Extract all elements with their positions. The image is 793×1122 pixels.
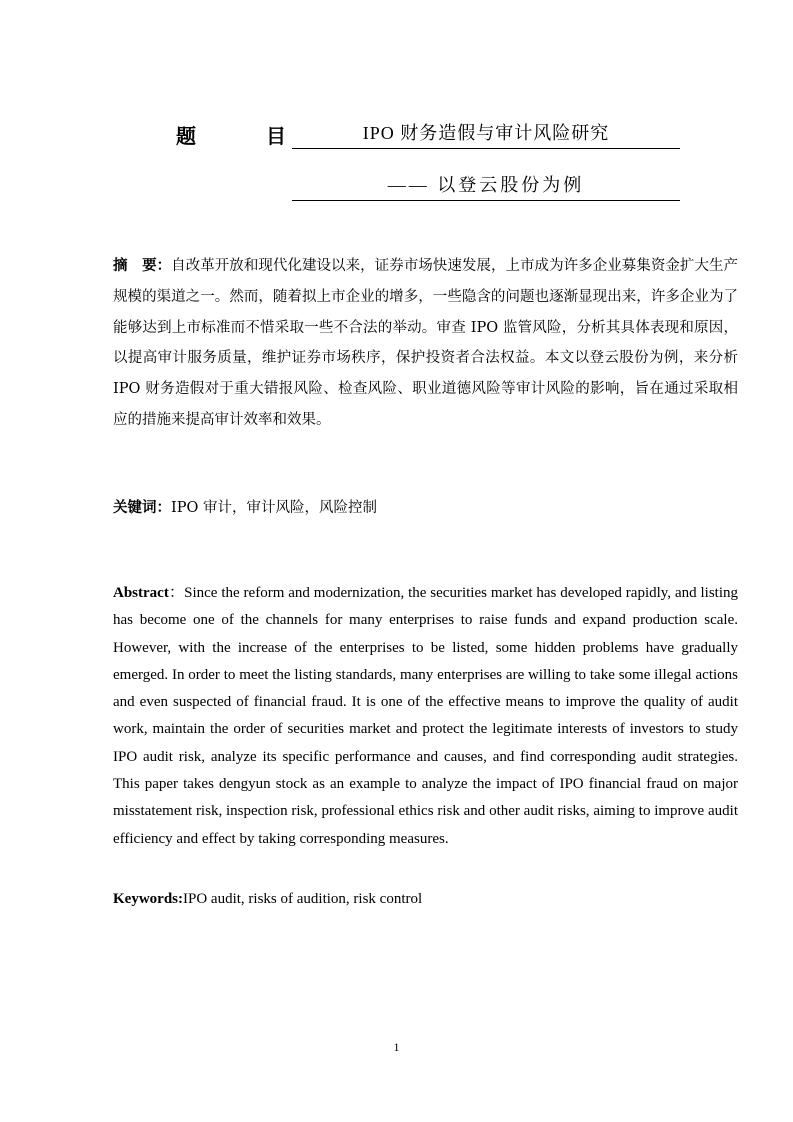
page-title: IPO 财务造假与审计风险研究: [292, 118, 680, 149]
page-subtitle: —— 以登云股份为例: [292, 170, 680, 201]
keywords-chinese: [113, 493, 738, 523]
abstract-chinese: [113, 251, 738, 436]
title-label-mu: 目: [266, 124, 286, 148]
title-label-ti: 题: [176, 124, 196, 148]
keywords-english-label: Keywords:: [113, 891, 183, 907]
abstract-english-separator: ：: [168, 585, 185, 601]
keywords-chinese-text: IPO 审计，审计风险，风险控制: [171, 500, 377, 516]
keywords-english-text: IPO audit, risks of audition, risk control: [183, 891, 423, 907]
abstract-english-text: Since the reform and modernization, the securities market has developed rapidly, and listing has become one of the channels for many enterprises to raise funds and expand production scale. However, with the increase of the enterprises to be listed, some hidden problems have gradually emerged. In order to meet the listing standards, many enterprises are willing to take some illegal actions and even suspected of financial fraud. It is one of the effective means to improve the quality of audit work, maintain the order of securities market and protect the legitimate interests of investors to study IPO audit risk, analyze its specific performance and causes, and find corresponding audit strategies. This paper takes dengyun stock as an example to analyze the impact of IPO financial fraud on major misstatement risk, inspection risk, professional ethics risk and other audit risks, aiming to improve audit efficiency and effect by taking corresponding measures.: [113, 585, 738, 847]
abstract-chinese-text: 自改革开放和现代化建设以来，证券市场快速发展，上市成为许多企业募集资金扩大生产规模的渠道之一。然而，随着拟上市企业的增多，一些隐含的问题也逐渐显现出来，许多企业为了能够达到上市标准而不惜采取一些不合法的举动。审查 IPO 监管风险，分析其具体表现和原因，以提高审计服务质量，维护证券市场秩序，保护投资者合法权益。本文以登云股份为例，来分析 IPO 财务造假对于重大错报风险、检查风险、职业道德风险等审计风险的影响，旨在通过采取相应的措施来提高审计效率和效果。: [113, 258, 739, 428]
keywords-chinese-label: 关键词：: [113, 500, 171, 516]
keywords-english: [113, 886, 738, 913]
abstract-chinese-label: 摘 要：: [113, 258, 172, 274]
abstract-english-label: Abstract: [113, 585, 169, 601]
page-number: 1: [393, 1040, 400, 1054]
abstract-english: [113, 580, 738, 853]
